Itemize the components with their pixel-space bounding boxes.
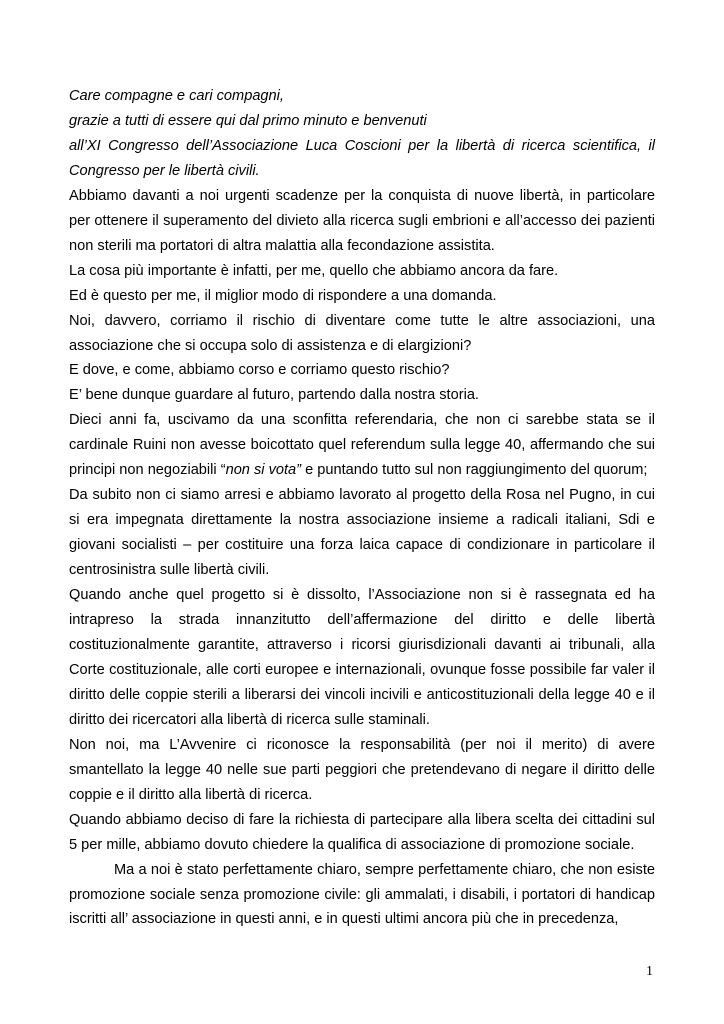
paragraph-social-promotion: Ma a noi è stato perfettamente chiaro, sempre perfettamente chiaro, che non esiste promozione sociale senza promozione civile: gli ammalati, i disabili, i portatori di handicap iscritti all’ associazione in questi anni, e in questi ultimi ancora più che in precedenza, [69, 861, 655, 928]
paragraph-where-how: E dove, e come, abbiamo corso e corriamo questo rischio? [69, 362, 450, 379]
document-body [69, 84, 655, 932]
welcome-line: grazie a tutti di essere qui dal primo minuto e benvenuti [69, 112, 427, 129]
referendum-text-before: Dieci anni fa, uscivamo da una sconfitta referendaria, che non ci sarebbe stata se il cardinale Ruini non avesse boicottato quel referendum sulla legge 40, affermando che sui principi non negoziabili “ [69, 412, 655, 479]
paragraph-urgent-deadlines: Abbiamo davanti a noi urgenti scadenze per la conquista di nuove libertà, in particolare per ottenere il superamento del divieto alla ricerca sugli embrioni e all’accesso dei pazienti non sterili ma portatori di altra malattia alla fecondazione assistita. [69, 187, 655, 254]
paragraph-referendum [69, 408, 655, 483]
paragraph-legal-path: Quando anche quel progetto si è dissolto, l’Associazione non si è rassegnata ed ha intrapreso la strada innanzitutto dell’affermazione del diritto e delle libertà costituzionalmente garantite, attraverso i ricorsi giurisdizionali davanti ai tribunali, alla Corte costituzionale, alle corti europee e internazionali, ovunque fosse possibile far valer il diritto delle coppie sterili a liberarsi dei vincoli incivili e anticostituzionali della legge 40 e il diritto dei ricercatori alla libertà di ricerca sulle staminali. [69, 587, 655, 728]
paragraph-look-future: E’ bene dunque guardare al futuro, partendo dalla nostra storia. [69, 387, 479, 404]
congress-line: all’XI Congresso dell’Associazione Luca Coscioni per la libertà di ricerca scientifica, il Congresso per le libertà civili. [69, 137, 655, 179]
paragraph-rosa-nel-pugno: Da subito non ci siamo arresi e abbiamo lavorato al progetto della Rosa nel Pugno, in cui si era impegnata direttamente la nostra associazione insieme a radicali italiani, Sdi e giovani socialisti – per costituire una forza laica capace di condizionare in particolare il centrosinistra sulle libertà civili. [69, 487, 655, 579]
paragraph-avvenire: Non noi, ma L’Avvenire ci riconosce la responsabilità (per noi il merito) di avere smantellato la legge 40 nelle sue parti peggiori che pretendevano di negare il diritto delle coppie e il diritto alla libertà di ricerca. [69, 736, 655, 803]
paragraph-best-way: Ed è questo per me, il miglior modo di rispondere a una domanda. [69, 287, 497, 304]
paragraph-risk-question: Noi, davvero, corriamo il rischio di diventare come tutte le altre associazioni, una associazione che si occupa solo di assistenza e di elargizioni? [69, 312, 655, 354]
paragraph-five-per-thousand: Quando abbiamo deciso di fare la richiesta di partecipare alla libera scelta dei cittadini sul 5 per mille, abbiamo dovuto chiedere la qualifica di associazione di promozione sociale. [69, 811, 655, 853]
page-number: 1 [646, 964, 653, 979]
paragraph-most-important: La cosa più importante è infatti, per me, quello che abbiamo ancora da fare. [69, 262, 559, 279]
salutation-line: Care compagne e cari compagni, [69, 88, 284, 104]
referendum-text-after: e puntando tutto sul non raggiungimento del quorum; [301, 462, 648, 479]
referendum-quote: non si vota” [225, 462, 302, 479]
